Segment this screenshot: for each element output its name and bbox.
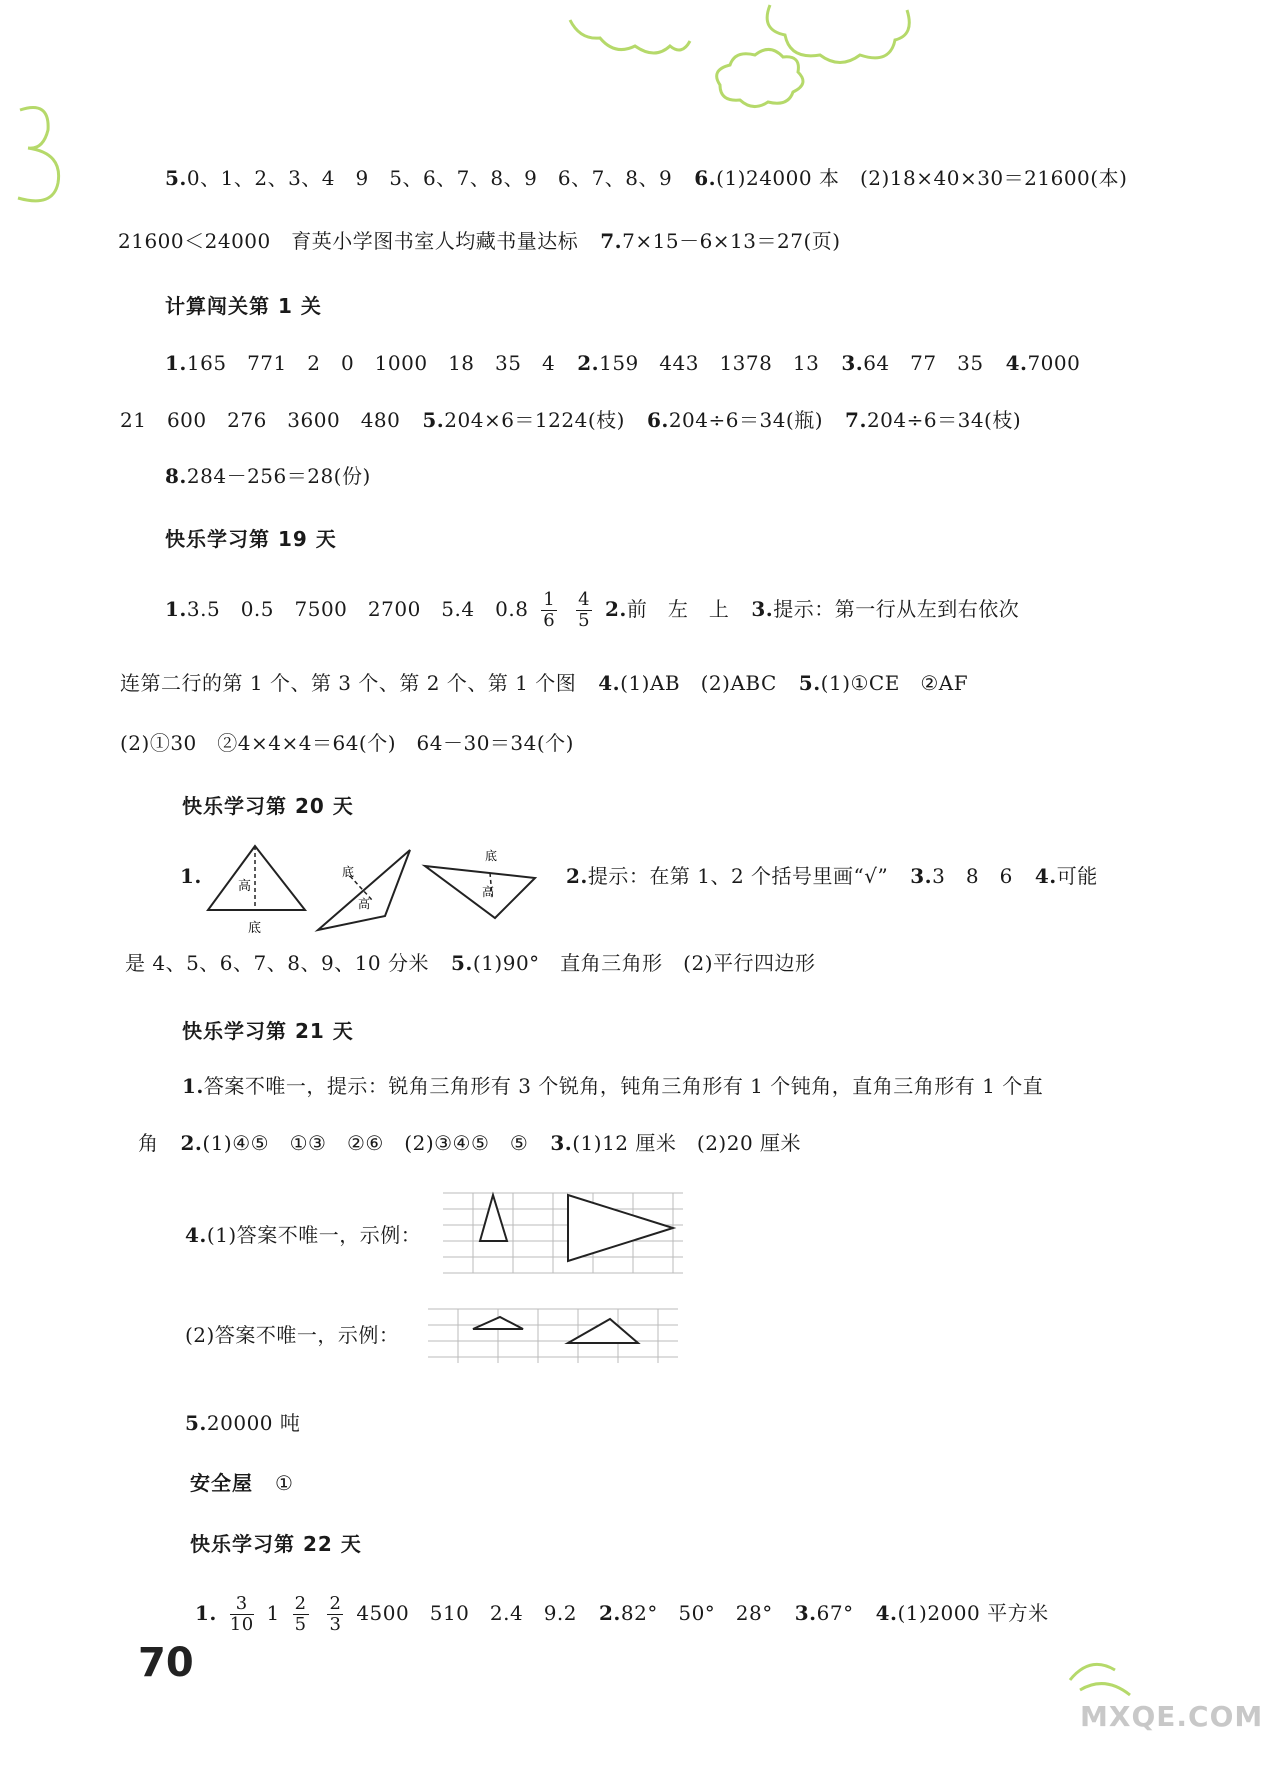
fraction bbox=[293, 1594, 309, 1635]
denominator: 3 bbox=[329, 1614, 342, 1635]
fraction bbox=[327, 1594, 343, 1635]
answer-text: 7000 bbox=[1027, 351, 1081, 375]
answer-line bbox=[165, 590, 1019, 631]
watermark-text: MXQE.COM bbox=[1080, 1700, 1263, 1733]
answer-text: (1)24000 本 (2)18×40×30＝21600(本) bbox=[716, 166, 1128, 190]
fraction bbox=[576, 590, 592, 631]
item-number: 2. bbox=[605, 597, 627, 621]
answer-text: 答案不唯一，提示：锐角三角形有 3 个锐角，钝角三角形有 1 个钝角，直角三角形有 1 个直 bbox=[203, 1074, 1044, 1098]
section-title-safety: 安全屋 bbox=[190, 1471, 253, 1495]
item-number: 1. bbox=[165, 597, 187, 621]
item-number: 3. bbox=[794, 1601, 817, 1625]
item-number: 6. bbox=[694, 166, 717, 190]
section-title-day-22: 快乐学习第 22 天 bbox=[190, 1532, 362, 1556]
section-title-day-20: 快乐学习第 20 天 bbox=[182, 794, 354, 818]
item-number: 1. bbox=[180, 864, 202, 888]
answer-text: ① bbox=[275, 1471, 294, 1495]
item-number: 3. bbox=[910, 864, 933, 888]
numerator: 4 bbox=[578, 589, 591, 610]
answer-text: 204÷6＝34(枝) bbox=[866, 408, 1022, 432]
grid-triangle-example-1 bbox=[443, 1185, 683, 1275]
triangle-diagrams bbox=[200, 838, 550, 948]
answer-line bbox=[185, 1410, 300, 1436]
grid-triangle-example-2 bbox=[428, 1303, 678, 1365]
answer-line bbox=[195, 1594, 1049, 1635]
item-number: 3. bbox=[751, 597, 774, 621]
answer-line-5-6 bbox=[165, 165, 1127, 191]
answer-text: (2)答案不唯一，示例： bbox=[185, 1323, 400, 1347]
answer-text: 连第二行的第 1 个、第 3 个、第 2 个、第 1 个图 bbox=[120, 671, 577, 695]
item-number: 3. bbox=[550, 1131, 573, 1155]
answer-text: 1 bbox=[266, 1601, 280, 1625]
numerator: 3 bbox=[235, 1593, 248, 1614]
answer-text: 284－256＝28(份) bbox=[186, 464, 371, 488]
answer-text: 21600＜24000 育英小学图书室人均藏书量达标 bbox=[118, 229, 579, 253]
answer-text: (1)90° 直角三角形 (2)平行四边形 bbox=[472, 951, 816, 975]
answer-line bbox=[120, 407, 1021, 433]
answer-text: 165 771 2 0 1000 18 35 4 bbox=[186, 351, 556, 375]
answer-text: (2)①30 ②4×4×4＝64(个) 64－30＝34(个) bbox=[120, 731, 574, 755]
answer-line bbox=[185, 1322, 399, 1348]
answer-line bbox=[125, 950, 816, 976]
denominator: 10 bbox=[229, 1614, 254, 1635]
item-number: 2. bbox=[180, 1131, 203, 1155]
denominator: 6 bbox=[543, 610, 556, 631]
leaf-doodle bbox=[1060, 1650, 1160, 1710]
item-number: 6. bbox=[646, 408, 669, 432]
item-number: 5. bbox=[798, 671, 821, 695]
item-number: 4. bbox=[598, 671, 621, 695]
answer-line bbox=[138, 1130, 801, 1156]
item-number: 2. bbox=[577, 351, 600, 375]
item-number: 4. bbox=[875, 1601, 898, 1625]
cloud-doodle-left bbox=[0, 90, 80, 200]
answer-text: 前 左 上 bbox=[626, 597, 730, 621]
numerator: 2 bbox=[329, 1593, 342, 1614]
item-number: 1. bbox=[182, 1074, 204, 1098]
answer-text: 提示：在第 1、2 个括号里画“√” bbox=[587, 864, 889, 888]
item-number: 1. bbox=[165, 351, 187, 375]
safety-line bbox=[190, 1470, 293, 1496]
fraction bbox=[541, 590, 557, 631]
section-title-day-21: 快乐学习第 21 天 bbox=[182, 1019, 354, 1043]
label-di: 底 bbox=[248, 921, 262, 936]
answer-text: 64 77 35 bbox=[863, 351, 984, 375]
answer-text: 4500 510 2.4 9.2 bbox=[356, 1601, 578, 1625]
answer-text: (1)①CE ②AF bbox=[820, 671, 969, 695]
section-title-day-19: 快乐学习第 19 天 bbox=[165, 527, 337, 551]
item-number: 3. bbox=[841, 351, 864, 375]
label-di: 底 bbox=[342, 865, 355, 879]
item-number: 7. bbox=[600, 229, 623, 253]
answer-line bbox=[120, 730, 574, 756]
item-number: 1. bbox=[195, 1601, 217, 1625]
answer-line bbox=[566, 863, 1098, 889]
answer-text: (1)答案不唯一，示例： bbox=[206, 1223, 422, 1247]
answer-text: 21 600 276 3600 480 bbox=[120, 408, 401, 432]
numerator: 2 bbox=[294, 1593, 307, 1614]
answer-text: (1)AB (2)ABC bbox=[620, 671, 777, 695]
answer-text: 82° 50° 28° bbox=[620, 1601, 773, 1625]
label-gao: 高 bbox=[358, 897, 371, 911]
label-gao: 高 bbox=[238, 879, 252, 894]
answer-line bbox=[120, 670, 968, 696]
item-number: 7. bbox=[845, 408, 867, 432]
answer-text: 是 4、5、6、7、8、9、10 分米 bbox=[125, 951, 430, 975]
denominator: 5 bbox=[578, 610, 591, 631]
answer-text: 提示：第一行从左到右依次 bbox=[773, 597, 1020, 621]
answer-text: 3 8 6 bbox=[932, 864, 1013, 888]
page-number: 70 bbox=[138, 1640, 194, 1686]
answer-text: 67° bbox=[816, 1601, 854, 1625]
answer-text: (1)④⑤ ①③ ②⑥ (2)③④⑤ ⑤ bbox=[202, 1131, 529, 1155]
answer-text: 角 bbox=[138, 1131, 159, 1155]
answer-text: 可能 bbox=[1056, 864, 1098, 888]
answer-text: 204÷6＝34(瓶) bbox=[668, 408, 824, 432]
answer-text: 7×15－6×13＝27(页) bbox=[622, 229, 841, 253]
answer-text: 159 443 1378 13 bbox=[599, 351, 820, 375]
answer-text: 204×6＝1224(枝) bbox=[444, 408, 625, 432]
answer-text: 0、1、2、3、4 9 5、6、7、8、9 6、7、8、9 bbox=[186, 166, 673, 190]
item-number: 5. bbox=[422, 408, 445, 432]
cloud-doodle-top bbox=[470, 0, 1230, 120]
answer-text: 20000 吨 bbox=[206, 1411, 301, 1435]
answer-line bbox=[185, 1222, 421, 1248]
numerator: 1 bbox=[543, 589, 556, 610]
item-number: 8. bbox=[165, 464, 187, 488]
answer-text: 3.5 0.5 7500 2700 5.4 0.8 bbox=[186, 597, 529, 621]
item-number: 4. bbox=[1034, 864, 1057, 888]
answer-line-triangles bbox=[180, 863, 202, 889]
section-title-calc-1: 计算闯关第 1 关 bbox=[165, 294, 322, 318]
item-number: 4. bbox=[185, 1223, 207, 1247]
answer-text: (1)2000 平方米 bbox=[897, 1601, 1049, 1625]
item-number: 2. bbox=[599, 1601, 621, 1625]
answer-line bbox=[165, 350, 1080, 376]
answer-text: (1)12 厘米 (2)20 厘米 bbox=[572, 1131, 802, 1155]
label-gao: 高 bbox=[482, 885, 495, 899]
label-di: 底 bbox=[485, 849, 498, 863]
denominator: 5 bbox=[294, 1614, 307, 1635]
answer-line-6-7 bbox=[118, 228, 841, 254]
item-number: 5. bbox=[165, 166, 187, 190]
item-number: 5. bbox=[451, 951, 473, 975]
answer-line bbox=[165, 463, 371, 489]
item-number: 4. bbox=[1005, 351, 1028, 375]
item-number: 5. bbox=[185, 1411, 207, 1435]
fraction bbox=[230, 1594, 254, 1635]
answer-line bbox=[182, 1073, 1043, 1099]
item-number: 2. bbox=[566, 864, 588, 888]
